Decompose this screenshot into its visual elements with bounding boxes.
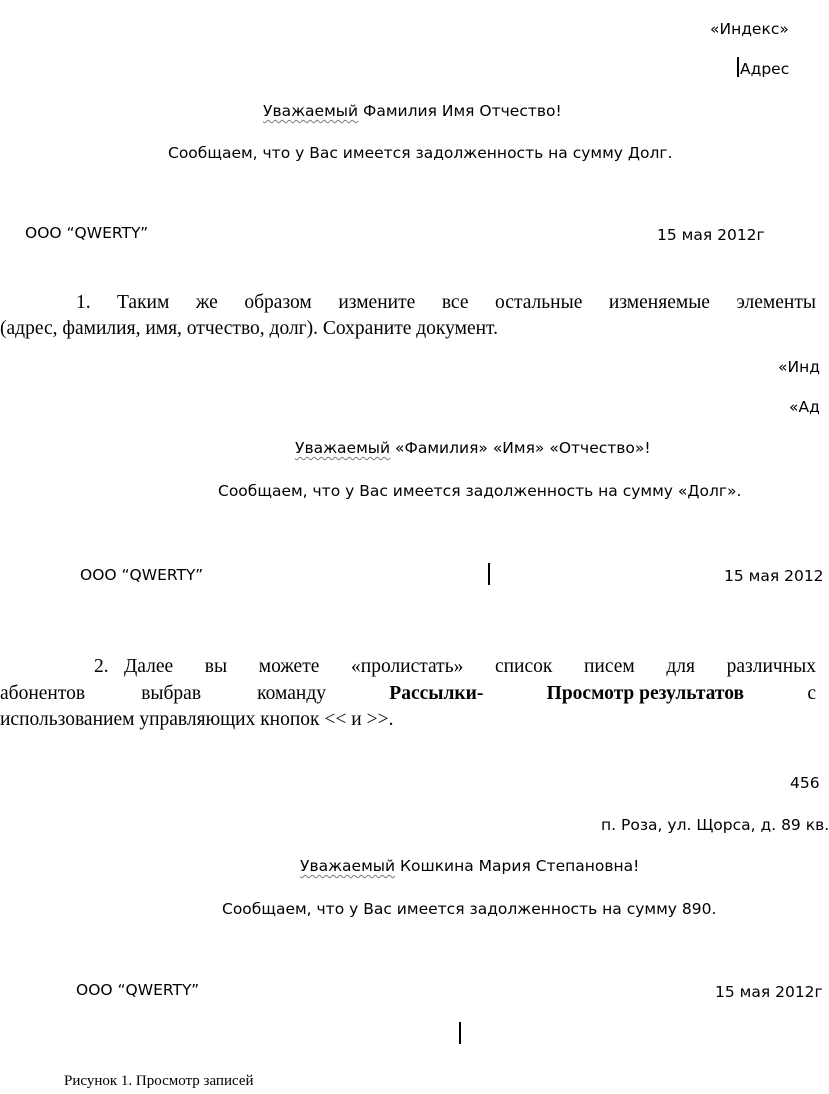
greeting-fields: «Фамилия» «Имя» «Отчество»!	[390, 439, 651, 457]
greeting-word: Уважаемый	[300, 857, 396, 875]
letter-2-body: Сообщаем, что у Вас имеется задолженность на сумму «Долг».	[218, 482, 742, 500]
text-cursor	[737, 57, 739, 77]
letter-1-greeting	[263, 102, 562, 120]
letter-1-index: «Индекс»	[710, 20, 789, 38]
greeting-name: Фамилия Имя Отчество!	[358, 102, 562, 120]
step-2-text-1: Далее вы можете «пролистать» список писем для различных	[124, 656, 816, 677]
step-2-line-1	[124, 656, 816, 678]
letter-2-index: «Инд	[778, 358, 820, 376]
step-2-text-2-end: с	[807, 683, 816, 704]
text-cursor	[488, 563, 490, 585]
letter-2-greeting	[295, 439, 651, 457]
step-1-text-1: Таким же образом измените все остальные изменяемые элементы	[117, 292, 816, 313]
greeting-word: Уважаемый	[263, 102, 359, 120]
letter-1-date: 15 мая 2012г	[657, 226, 765, 244]
letter-3-index: 456	[790, 774, 820, 792]
step-2-text-2-start: абонентов выбрав команду	[0, 683, 326, 704]
step-2-line-2	[0, 683, 816, 705]
step-1-number: 1.	[76, 292, 91, 313]
letter-3-company: ООО “QWERTY”	[76, 981, 200, 999]
step-1-line-1	[117, 292, 816, 314]
greeting-name: Кошкина Мария Степановна!	[395, 857, 640, 875]
letter-3-address: п. Роза, ул. Щорса, д. 89 кв.	[601, 816, 829, 834]
menu-command-preview-results: Просмотр результатов	[546, 683, 745, 704]
letter-1-company: ООО “QWERTY”	[25, 224, 149, 242]
letter-2-date: 15 мая 2012	[724, 567, 824, 585]
step-2-line-3: использованием управляющих кнопок << и >>.	[0, 709, 394, 730]
letter-2-company: ООО “QWERTY”	[80, 566, 204, 584]
letter-1-address: Адрес	[740, 60, 790, 78]
text-cursor	[459, 1022, 461, 1044]
letter-3-date: 15 мая 2012г	[715, 983, 823, 1001]
figure-caption: Рисунок 1. Просмотр записей	[64, 1073, 254, 1089]
letter-3-greeting	[300, 857, 639, 875]
letter-1-body: Сообщаем, что у Вас имеется задолженность на сумму Долг.	[168, 144, 673, 162]
letter-3-body: Сообщаем, что у Вас имеется задолженность на сумму 890.	[222, 900, 717, 918]
menu-command-mailings: Рассылки-	[389, 683, 484, 704]
greeting-word: Уважаемый	[295, 439, 391, 457]
letter-2-address: «Ад	[789, 398, 820, 416]
step-2-number: 2.	[94, 656, 109, 677]
step-1-line-2: (адрес, фамилия, имя, отчество, долг). Сохраните документ.	[0, 318, 498, 339]
